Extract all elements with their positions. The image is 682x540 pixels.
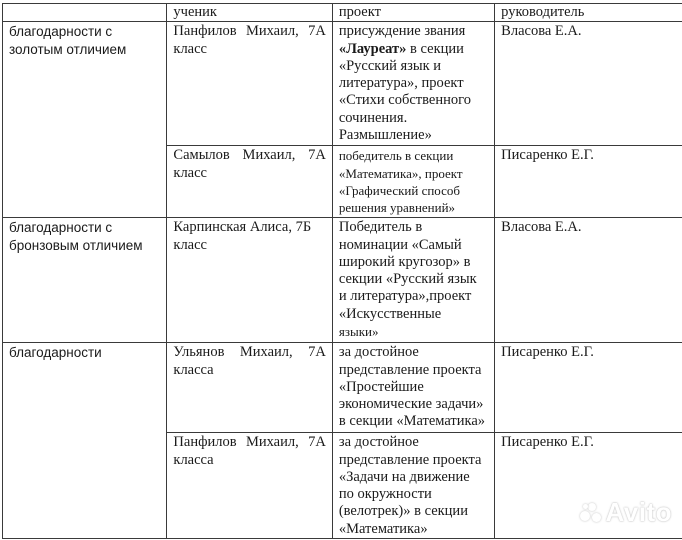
project-line: «Математика», проект (338, 165, 463, 181)
project-cell (332, 433, 494, 539)
project-line: экономические задачи» (338, 396, 484, 413)
student-cell: Ульянов Михаил, 7А класса (167, 343, 332, 433)
leader-cell: Власова Е.А. (495, 22, 682, 146)
project-cell (332, 146, 494, 218)
student-cell: Панфилов Михаил, 7А класс (167, 22, 332, 146)
project-line: «Задачи на движение (338, 468, 470, 485)
project-line: за достойное (338, 344, 419, 361)
project-line: Победитель в (338, 219, 423, 236)
project-line: Размышление» (338, 127, 432, 144)
project-line: широкий кругозор» в (338, 253, 471, 270)
project-line: за достойное (338, 434, 419, 451)
avito-dots-logo-icon (580, 502, 602, 524)
student-cell: Панфилов Михаил, 7А класса (167, 433, 332, 539)
project-line: в секции «Математика» (338, 413, 486, 430)
table-row (3, 218, 682, 343)
project-line: по окружности (338, 486, 432, 503)
project-cell (332, 22, 494, 146)
avito-watermark-text: Avito (605, 497, 672, 527)
header-student: ученик (167, 4, 332, 22)
project-line: «Русский язык и (338, 57, 442, 74)
project-line: присуждение звания (338, 23, 466, 40)
student-cell: Карпинская Алиса, 7Б класс (167, 218, 332, 343)
student-cell: Самылов Михаил, 7А класс (167, 146, 332, 218)
leader-cell: Власова Е.А. (495, 218, 682, 343)
project-line: сочинения. (338, 109, 408, 126)
project-line: и литература»,проект (338, 288, 472, 305)
table-row (3, 22, 682, 146)
project-line: языки» (338, 324, 379, 340)
header-category (3, 4, 167, 22)
category-cell: благодарности с золотым отличием (3, 22, 167, 218)
project-line: «Математика» (338, 520, 428, 537)
project-cell (332, 218, 494, 343)
leader-cell: Писаренко Е.Г. (495, 343, 682, 433)
avito-watermark (580, 497, 672, 528)
project-line: литература», проект (338, 75, 464, 92)
project-line: (велотрек)» в секции (338, 503, 468, 520)
project-line: номинации «Самый (338, 236, 462, 253)
header-leader: руководитель (495, 4, 682, 22)
category-cell: благодарности с бронзовым отличием (3, 218, 167, 343)
project-line (339, 41, 488, 58)
project-line-rest: в секции (406, 40, 464, 57)
table-row (3, 343, 682, 433)
leader-cell: Писаренко Е.Г. (495, 146, 682, 218)
project-award-title: «Лауреат» (338, 40, 407, 57)
table-header-row (3, 4, 682, 22)
project-line: «Простейшие (338, 378, 424, 395)
project-line: победитель в секции (338, 148, 454, 164)
leader-cell: Писаренко Е.Г. (495, 433, 682, 539)
project-line: «Графический способ (338, 182, 461, 198)
project-line: «Искусственные (338, 305, 442, 322)
header-project: проект (332, 4, 494, 22)
project-line: представление проекта (338, 361, 482, 378)
project-line: представление проекта (338, 451, 482, 468)
project-line: секции «Русский язык (338, 271, 477, 288)
category-cell: благодарности (3, 343, 167, 539)
project-line: решения уравнений» (338, 200, 456, 216)
project-cell (332, 343, 494, 433)
awards-table (2, 3, 682, 539)
project-line: «Стихи собственного (338, 92, 471, 109)
